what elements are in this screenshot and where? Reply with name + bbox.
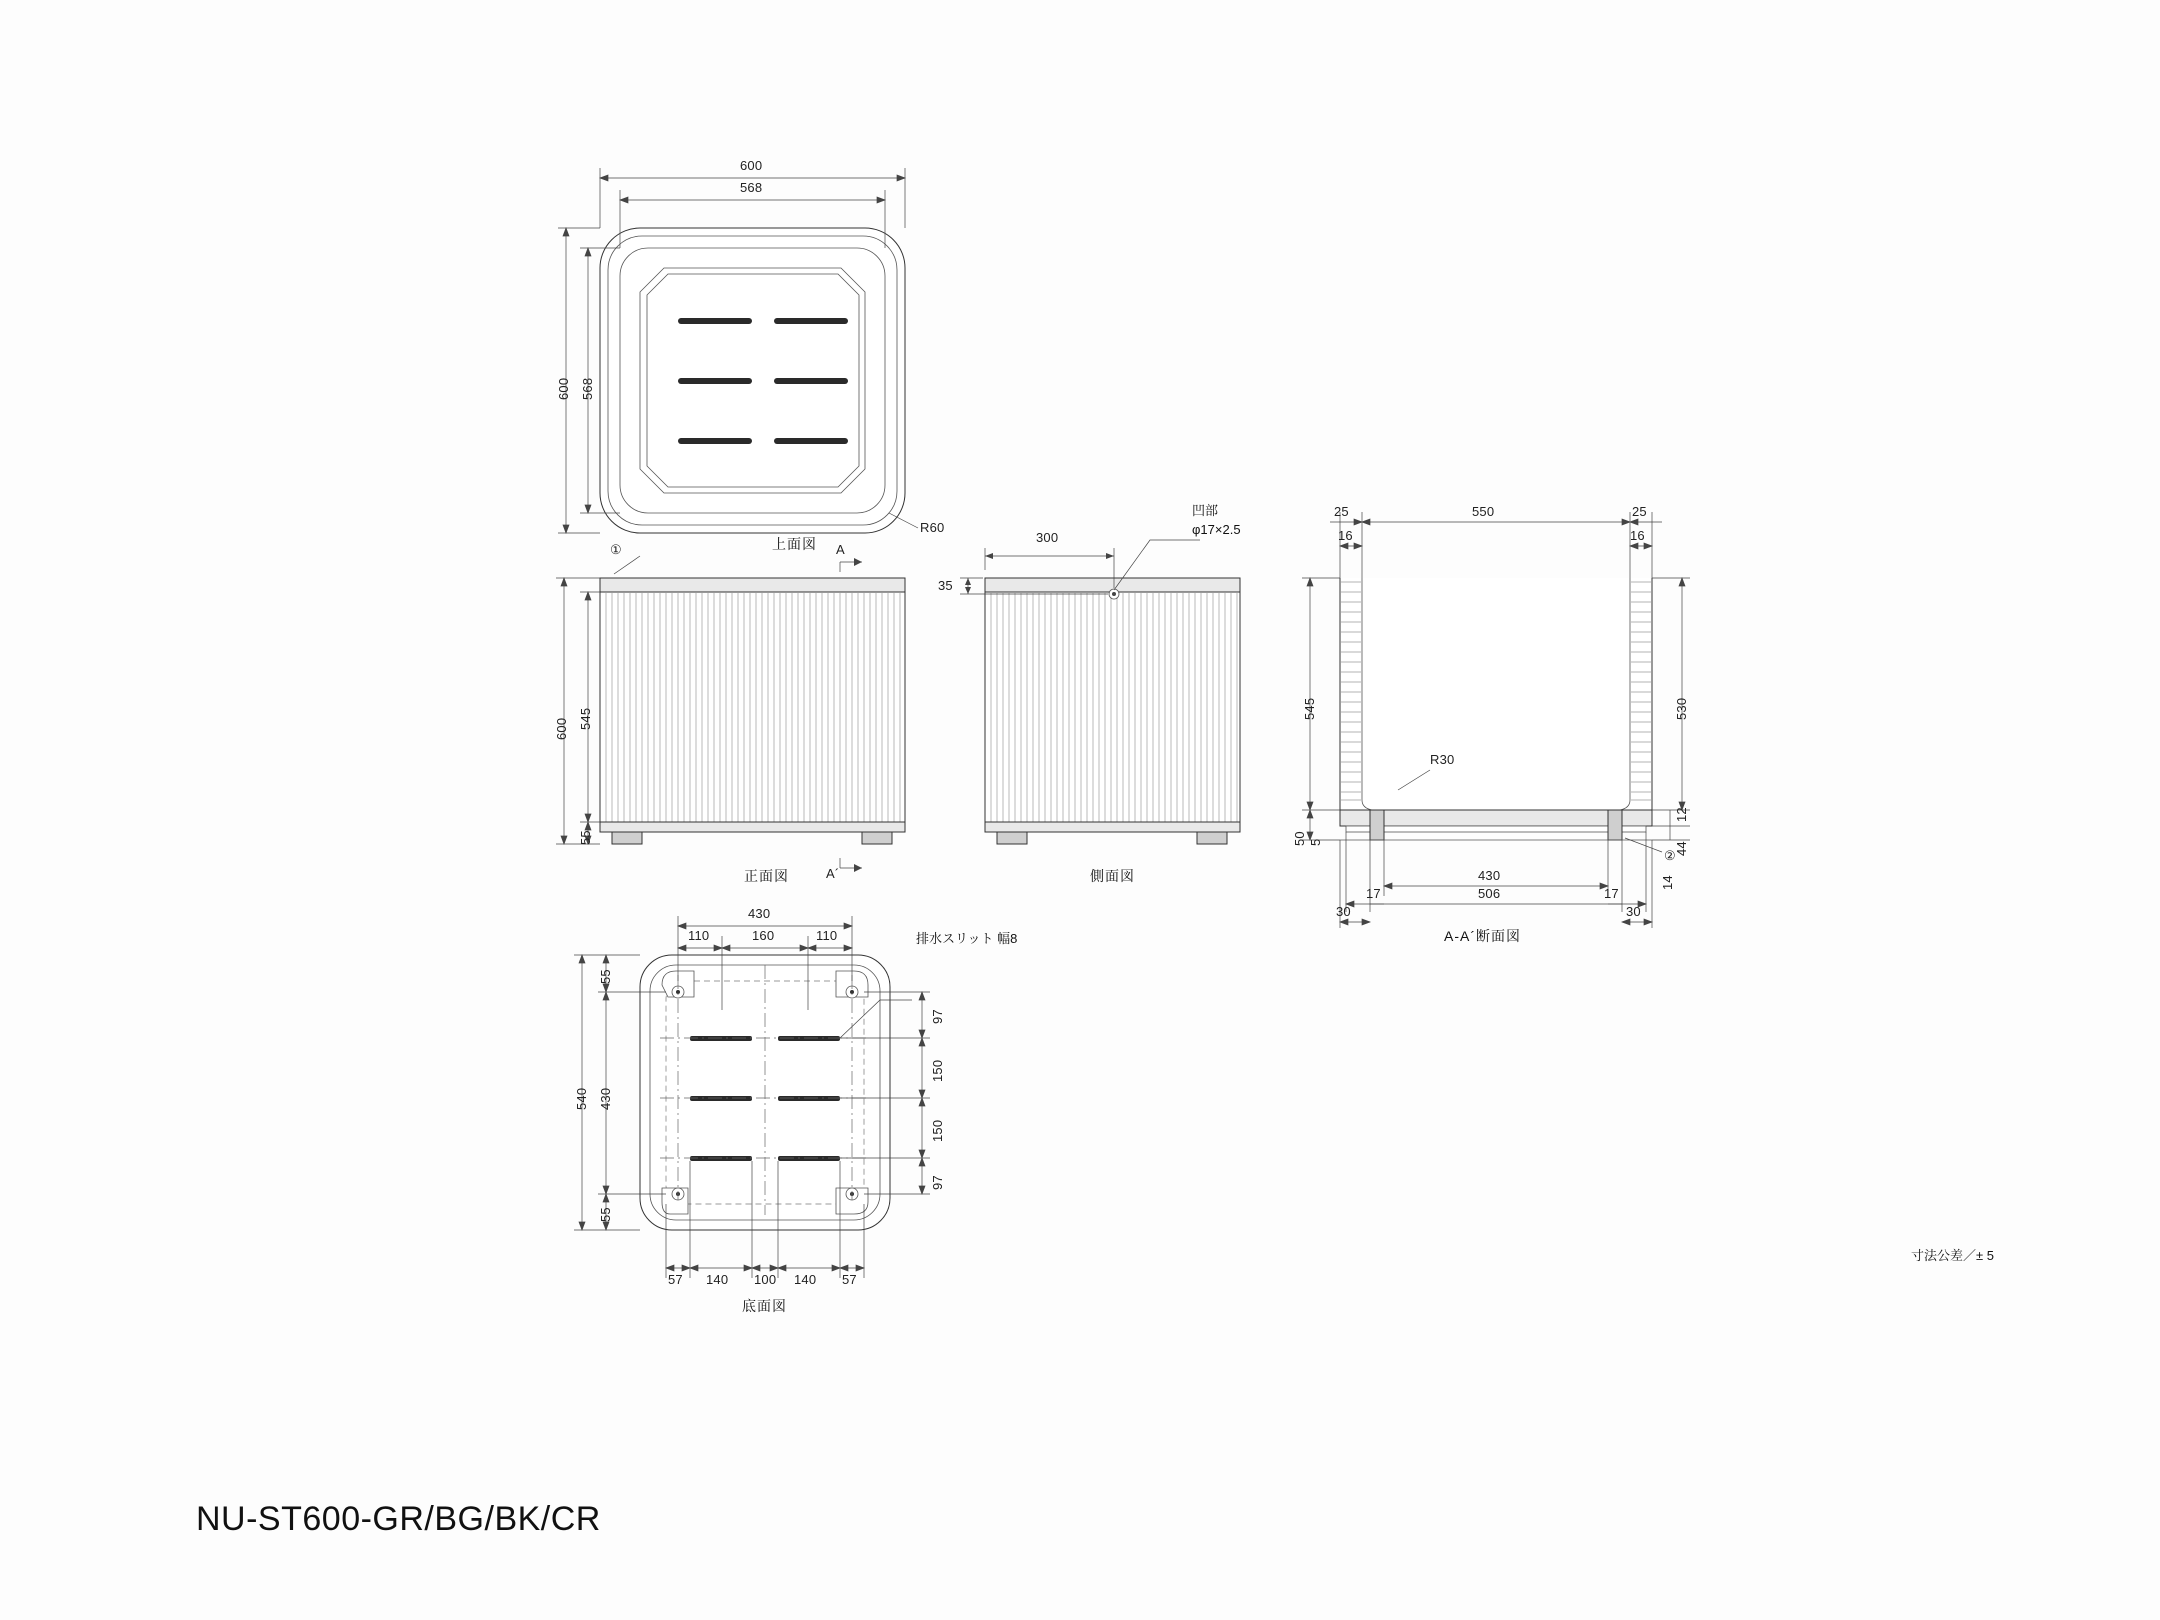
dim-section-5: 5 (1308, 838, 1323, 846)
section-mark-a-top: A (836, 542, 845, 557)
callout-section-2: ② (1664, 848, 1676, 863)
dim-bottom-110-left: 110 (688, 928, 710, 943)
dim-section-r30: R30 (1430, 752, 1455, 767)
view-label-side: 側面図 (1090, 868, 1135, 884)
front-view-geometry (600, 556, 905, 872)
dim-bottom-540: 540 (574, 1087, 589, 1110)
dim-side-35: 35 (938, 578, 953, 593)
dim-bottom-57-right: 57 (842, 1272, 857, 1287)
dim-bottom-55-bottom: 55 (598, 1207, 613, 1222)
dim-bottom-110-right: 110 (816, 928, 838, 943)
dim-top-height-600: 600 (556, 377, 571, 400)
dim-bottom-160: 160 (752, 928, 775, 943)
dim-bottom-430-v: 430 (598, 1087, 613, 1110)
dim-top-width-600: 600 (740, 158, 763, 173)
section-view-geometry (1340, 578, 1662, 852)
bottom-view-geometry (640, 955, 912, 1230)
top-view-geometry (600, 228, 918, 533)
dim-bottom-150-upper: 150 (930, 1059, 945, 1082)
tolerance-note: 寸法公差／± 5 (1911, 1248, 1994, 1263)
dim-section-foot-430: 430 (1478, 868, 1501, 883)
dim-side-300: 300 (1036, 530, 1059, 545)
dim-bottom-55-top: 55 (598, 969, 613, 984)
dim-section-16-right: 16 (1630, 528, 1645, 543)
dim-section-30-right: 30 (1626, 904, 1641, 919)
dim-section-25-left: 25 (1334, 504, 1349, 519)
callout-top-1: ① (610, 542, 622, 557)
dim-section-17-left: 17 (1366, 886, 1381, 901)
dim-section-17-right: 17 (1604, 886, 1619, 901)
dim-section-550: 550 (1472, 504, 1495, 519)
dim-front-foot-55: 55 (578, 830, 593, 845)
view-label-front: 正面図 (744, 868, 789, 884)
dim-section-14: 14 (1660, 875, 1675, 890)
model-code: NU-ST600-GR/BG/BK/CR (196, 1500, 601, 1538)
dim-section-545: 545 (1302, 697, 1317, 720)
section-mark-a-bottom: A´ (826, 866, 840, 881)
dim-front-height-600: 600 (554, 717, 569, 740)
dim-section-12: 12 (1674, 807, 1689, 822)
note-recess-title: 凹部 (1192, 503, 1219, 518)
dim-front-body-545: 545 (578, 707, 593, 730)
dim-bottom-57-left: 57 (668, 1272, 683, 1287)
dim-section-530: 530 (1674, 697, 1689, 720)
view-label-top: 上面図 (772, 536, 817, 552)
note-recess-spec: φ17×2.5 (1192, 522, 1241, 537)
dim-bottom-430: 430 (748, 906, 771, 921)
dim-bottom-97-top: 97 (930, 1009, 945, 1024)
side-view-geometry (960, 540, 1240, 844)
dim-top-corner-radius: R60 (920, 520, 945, 535)
view-label-section: A-A´断面図 (1444, 928, 1521, 944)
dim-section-50: 50 (1292, 831, 1307, 846)
dim-top-width-568: 568 (740, 180, 763, 195)
dim-bottom-140-right: 140 (794, 1272, 817, 1287)
dim-section-16-left: 16 (1338, 528, 1353, 543)
dim-section-30-left: 30 (1336, 904, 1351, 919)
dim-bottom-100: 100 (754, 1272, 777, 1287)
dim-section-25-right: 25 (1632, 504, 1647, 519)
dim-bottom-140-left: 140 (706, 1272, 729, 1287)
dim-section-44: 44 (1674, 841, 1689, 856)
dim-top-height-568: 568 (580, 377, 595, 400)
view-label-bottom: 底面図 (742, 1298, 787, 1314)
dim-bottom-97-bottom: 97 (930, 1175, 945, 1190)
dim-section-base-506: 506 (1478, 886, 1501, 901)
note-drain-slit: 排水スリット 幅8 (916, 931, 1018, 946)
dim-bottom-150-lower: 150 (930, 1119, 945, 1142)
